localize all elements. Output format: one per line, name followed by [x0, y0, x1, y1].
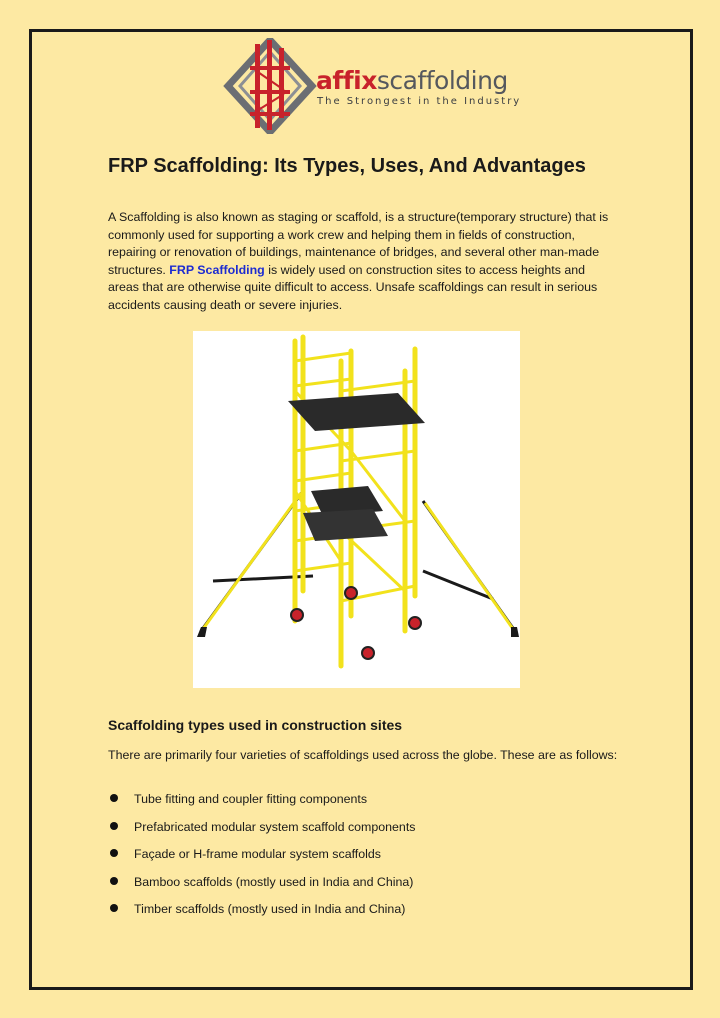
list-item — [108, 790, 415, 818]
list-item-text: Timber scaffolds (mostly used in India and China) — [134, 902, 406, 916]
logo-brand: affix — [316, 66, 377, 95]
scaffolding-types-list — [108, 790, 415, 928]
intro-text-after-link: is widely used on construction sites to access heights and areas that are otherwise quite difficult to access. Unsafe scaffoldings can result in serious accidents causing death or severe injuries. — [108, 262, 598, 312]
list-item — [108, 900, 415, 928]
frp-scaffolding-link[interactable]: FRP Scaffolding — [169, 262, 265, 277]
list-item — [108, 818, 415, 846]
bullet-dot-icon — [110, 822, 118, 830]
scaffold-tower-image — [193, 331, 520, 688]
bullet-dot-icon — [110, 849, 118, 857]
intro-paragraph — [108, 209, 618, 315]
list-item-text: Façade or H-frame modular system scaffolds — [134, 847, 381, 861]
logo-wordmark — [316, 66, 508, 95]
logo-brand-suffix: scaffolding — [376, 66, 508, 95]
list-item-text: Tube fitting and coupler fitting components — [134, 792, 368, 806]
list-item — [108, 845, 415, 873]
list-item — [108, 873, 415, 901]
section-intro: There are primarily four varieties of scaffoldings used across the globe. These are as follows: — [108, 748, 618, 762]
section-heading: Scaffolding types used in construction sites — [108, 717, 403, 733]
list-item-text: Bamboo scaffolds (mostly used in India and China) — [134, 874, 414, 889]
list-item-text: Prefabricated modular system scaffold components — [134, 819, 416, 834]
bullet-dot-icon — [110, 877, 118, 885]
intro-text-before-link: A Scaffolding is also known as staging or scaffold, is a structure(temporary structure) that is commonly used for supporting a work crew and helping them in fields of construction, repairing or renovation of buildings, maintenance of bridges, and several other man-made structures. — [108, 210, 609, 277]
bullet-dot-icon — [110, 904, 118, 912]
page-title: FRP Scaffolding: Its Types, Uses, And Advantages — [108, 155, 586, 177]
bullet-dot-icon — [110, 794, 118, 802]
logo-tagline: The Strongest in the Industry — [317, 96, 522, 107]
